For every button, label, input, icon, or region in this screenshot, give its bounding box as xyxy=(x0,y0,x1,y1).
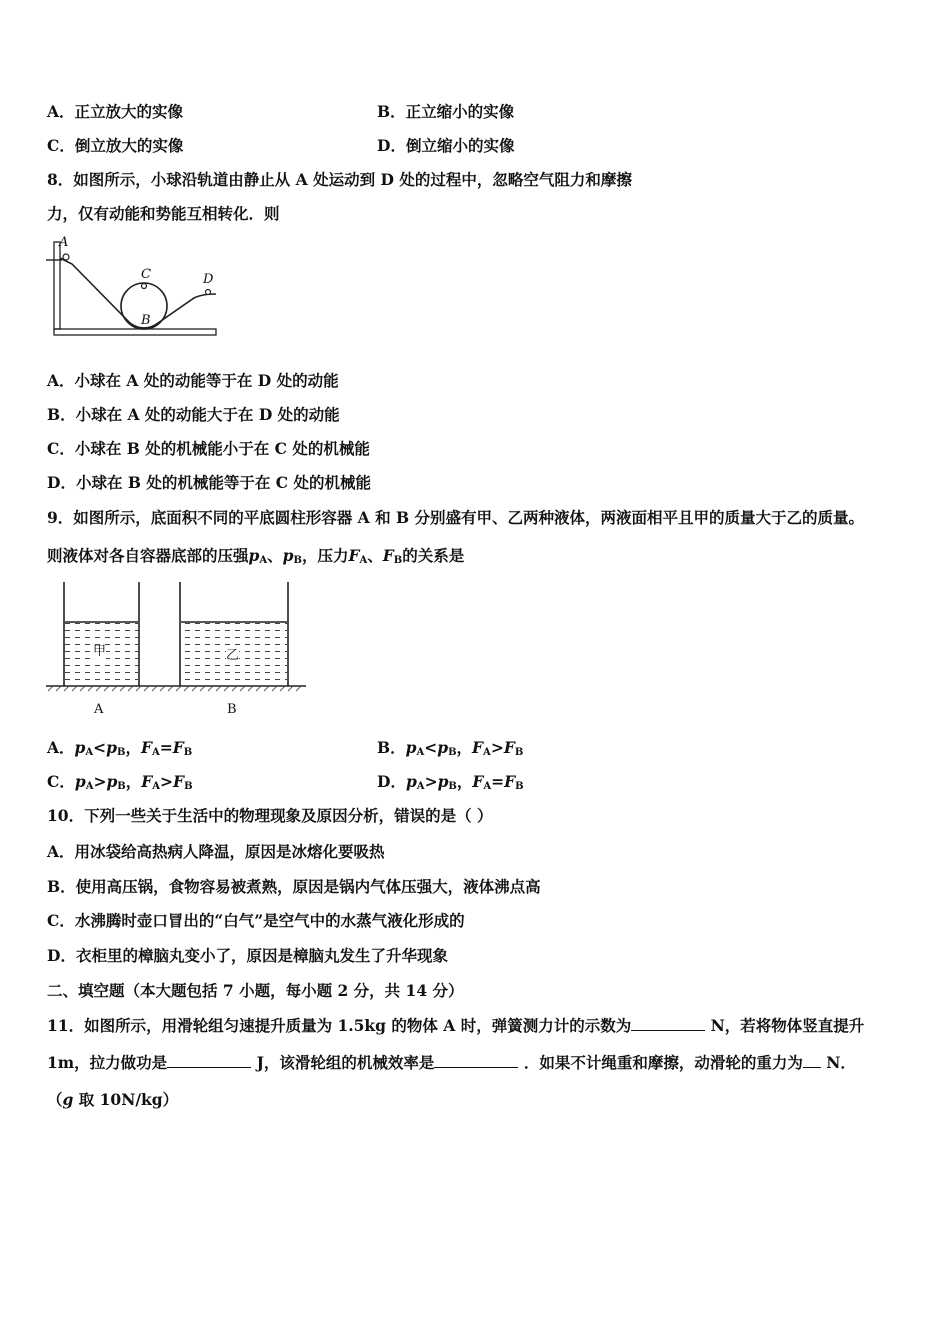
q11-blank-3[interactable] xyxy=(434,1053,518,1068)
q11-note: （g 取 10N/kg） xyxy=(47,1090,179,1109)
q10-option-b: B．使用高压锅，食物容易被煮熟，原因是锅内气体压强大，液体沸点高 xyxy=(47,877,541,896)
q8-label-b: B xyxy=(141,313,151,328)
q10-option-a: A．用冰袋给高热病人降温，原因是冰熔化要吸热 xyxy=(47,842,385,861)
q8-stem-line1: 8．如图所示，小球沿轨道由静止从 A 处运动到 D 处的过程中，忽略空气阻力和摩擦 xyxy=(47,170,632,189)
section-title-fill-in: 二、填空题（本大题包括 7 小题，每小题 2 分，共 14 分） xyxy=(47,981,464,1000)
q8-option-b: B．小球在 A 处的动能大于在 D 处的动能 xyxy=(47,405,340,424)
q7-option-b: B．正立缩小的实像 xyxy=(377,102,515,121)
q9-stem-line2: 则液体对各自容器底部的压强$p_A$、$p_B$，压力$F_A$、$F_B$的关系是 xyxy=(47,546,465,566)
q8-label-d: D xyxy=(203,272,214,287)
q8-label-c: C xyxy=(141,267,151,282)
q7-option-a: A．正立放大的实像 xyxy=(47,102,184,121)
q11-blank-1[interactable] xyxy=(631,1016,705,1031)
q9-label-a: A xyxy=(94,702,104,717)
q9-containers-figure xyxy=(44,578,310,720)
q8-stem-line2: 力，仅有动能和势能互相转化．则 xyxy=(47,204,280,223)
q11-blank-4[interactable] xyxy=(803,1053,821,1068)
q11-line1: 11．如图所示，用滑轮组匀速提升质量为 1.5kg 的物体 A 时，弹簧测力计的示数为 N，若将物体竖直提升 xyxy=(47,1016,865,1035)
q9-label-b: B xyxy=(227,702,237,717)
q9-stem-line1: 9．如图所示，底面积不同的平底圆柱形容器 A 和 B 分别盛有甲、乙两种液体，两液面相平且甲的质量大于乙的质量。 xyxy=(47,508,865,527)
q8-option-a: A．小球在 A 处的动能等于在 D 处的动能 xyxy=(47,371,339,390)
q10-option-c: C．水沸腾时壶口冒出的“白气”是空气中的水蒸气液化形成的 xyxy=(47,911,465,930)
q7-option-d: D．倒立缩小的实像 xyxy=(377,136,515,155)
q10-option-d: D．衣柜里的樟脑丸变小了，原因是樟脑丸发生了升华现象 xyxy=(47,946,448,965)
q8-track-figure xyxy=(44,236,224,338)
q8-option-d: D．小球在 B 处的机械能等于在 C 处的机械能 xyxy=(47,473,371,492)
q11-blank-2[interactable] xyxy=(167,1053,251,1068)
q8-option-c: C．小球在 B 处的机械能小于在 C 处的机械能 xyxy=(47,439,370,458)
q9-option-d: D．$p_A>p_B$，$F_A=F_B$ xyxy=(377,772,524,792)
q9-option-c: C．$p_A>p_B$，$F_A>F_B$ xyxy=(47,772,193,792)
q7-option-c: C．倒立放大的实像 xyxy=(47,136,184,155)
q9-label-jia: 甲 xyxy=(93,644,107,659)
q8-label-a: A xyxy=(59,235,69,250)
q9-option-b: B．$p_A<p_B$，$F_A>F_B$ xyxy=(377,738,524,758)
q10-stem: 10．下列一些关于生活中的物理现象及原因分析，错误的是（ ） xyxy=(47,806,493,825)
q9-option-a: A．$p_A<p_B$，$F_A=F_B$ xyxy=(47,738,193,758)
q11-line2: 1m，拉力做功是 J，该滑轮组的机械效率是 ．如果不计绳重和摩擦，动滑轮的重力为 N． xyxy=(47,1053,856,1072)
q9-label-yi: 乙 xyxy=(226,648,240,663)
